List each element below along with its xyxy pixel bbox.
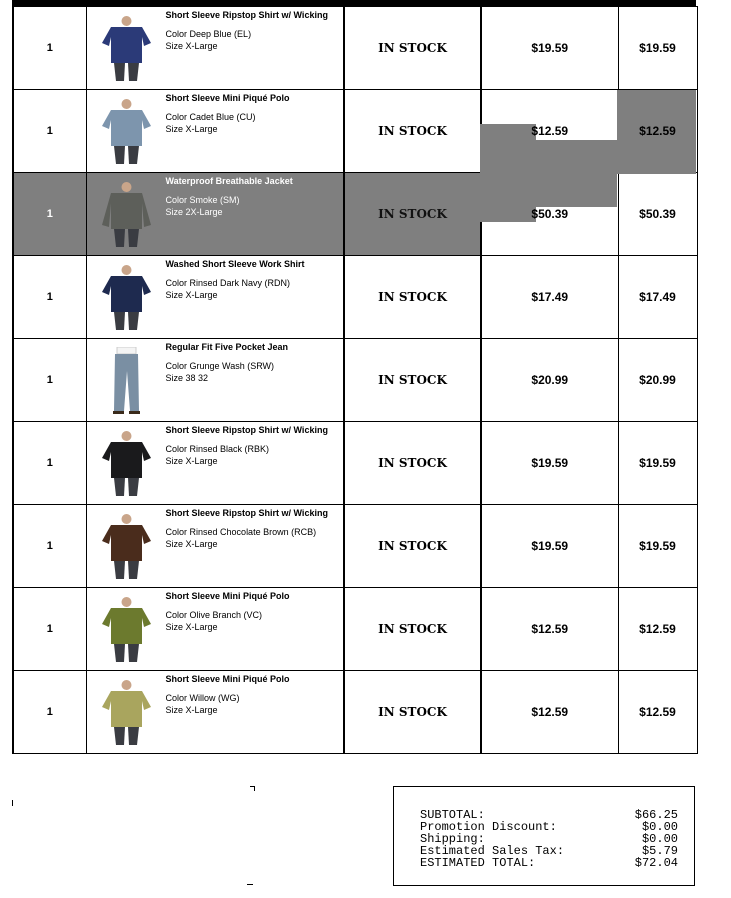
product-image[interactable] xyxy=(99,596,154,664)
total-cell xyxy=(618,339,697,422)
description-cell xyxy=(86,422,344,505)
color-label: Color xyxy=(165,610,188,620)
crop-mark xyxy=(254,786,255,791)
size-label: Size xyxy=(165,290,184,300)
unit-price: $19.59 xyxy=(531,539,569,553)
color-value: Rinsed Dark Navy (RDN) xyxy=(189,278,291,288)
product-size xyxy=(166,538,338,550)
unit-price: $50.39 xyxy=(531,207,569,221)
order-summary xyxy=(393,786,695,886)
table-row xyxy=(13,339,697,422)
total-cell xyxy=(618,422,697,505)
stock-status: IN STOCK xyxy=(378,290,447,304)
product-name[interactable]: Short Sleeve Ripstop Shirt w/ Wicking xyxy=(165,425,328,435)
product-name[interactable]: Waterproof Breathable Jacket xyxy=(165,176,293,186)
tax-value: $5.79 xyxy=(641,844,678,858)
table-row xyxy=(13,7,697,90)
product-color xyxy=(166,277,338,289)
size-label: Size xyxy=(165,456,184,466)
product-size xyxy=(166,289,338,301)
order-items-table xyxy=(12,6,698,754)
product-color xyxy=(166,28,338,40)
quantity: 1 xyxy=(46,291,53,303)
product-image[interactable] xyxy=(99,98,154,166)
product-image[interactable] xyxy=(99,430,154,498)
size-value: X-Large xyxy=(185,290,218,300)
description-cell xyxy=(86,90,344,173)
quantity: 1 xyxy=(46,208,53,220)
availability-cell xyxy=(344,422,481,505)
total-cell xyxy=(618,173,697,256)
product-color xyxy=(166,609,338,621)
product-info xyxy=(166,175,338,218)
product-size xyxy=(166,123,338,135)
stock-status: IN STOCK xyxy=(378,705,447,719)
total-label: ESTIMATED TOTAL: xyxy=(420,856,536,870)
product-color xyxy=(166,443,338,455)
stock-status: IN STOCK xyxy=(378,207,447,221)
product-image[interactable] xyxy=(99,679,154,747)
total-cell xyxy=(618,505,697,588)
size-value: 2X-Large xyxy=(185,207,223,217)
availability-cell xyxy=(344,173,481,256)
availability-cell xyxy=(344,671,481,754)
price-cell xyxy=(481,422,618,505)
quantity: 1 xyxy=(46,457,53,469)
subtotal-label: SUBTOTAL: xyxy=(420,808,485,822)
stock-status: IN STOCK xyxy=(378,373,447,387)
line-total: $19.59 xyxy=(639,41,676,55)
quantity-cell xyxy=(13,671,86,754)
quantity: 1 xyxy=(46,125,53,137)
product-name[interactable]: Short Sleeve Mini Piqué Polo xyxy=(165,674,290,684)
product-color xyxy=(166,194,338,206)
product-color xyxy=(166,111,338,123)
size-label: Size xyxy=(165,373,184,383)
product-name[interactable]: Washed Short Sleeve Work Shirt xyxy=(165,259,305,269)
quantity: 1 xyxy=(46,42,53,54)
unit-price: $17.49 xyxy=(531,290,569,304)
total-cell xyxy=(618,7,697,90)
price-cell xyxy=(481,339,618,422)
description-cell xyxy=(86,256,344,339)
color-value: Deep Blue (EL) xyxy=(189,29,252,39)
product-image[interactable] xyxy=(99,347,154,415)
product-name[interactable]: Short Sleeve Ripstop Shirt w/ Wicking xyxy=(165,508,328,518)
line-total: $19.59 xyxy=(639,456,676,470)
quantity-cell xyxy=(13,505,86,588)
promotion-label: Promotion Discount: xyxy=(420,820,557,834)
unit-price: $20.99 xyxy=(531,373,569,387)
product-color xyxy=(166,360,338,372)
unit-price: $12.59 xyxy=(531,124,569,138)
product-color xyxy=(166,526,338,538)
color-label: Color xyxy=(165,444,188,454)
color-label: Color xyxy=(165,195,188,205)
quantity: 1 xyxy=(46,623,53,635)
quantity-cell xyxy=(13,173,86,256)
product-info xyxy=(166,424,338,467)
description-cell xyxy=(86,588,344,671)
shipping-label: Shipping: xyxy=(420,832,485,846)
selection-highlight xyxy=(480,140,617,174)
line-total: $17.49 xyxy=(639,290,676,304)
color-value: Rinsed Chocolate Brown (RCB) xyxy=(189,527,317,537)
line-total: $12.59 xyxy=(639,622,676,636)
size-label: Size xyxy=(165,124,184,134)
color-label: Color xyxy=(165,527,188,537)
size-value: X-Large xyxy=(185,705,218,715)
subtotal-value: $66.25 xyxy=(634,808,678,822)
stock-status: IN STOCK xyxy=(378,622,447,636)
product-info xyxy=(166,507,338,550)
total-value: $72.04 xyxy=(634,856,678,870)
size-label: Size xyxy=(165,207,184,217)
line-total: $19.59 xyxy=(639,539,676,553)
color-label: Color xyxy=(165,112,188,122)
quantity: 1 xyxy=(46,540,53,552)
availability-cell xyxy=(344,588,481,671)
product-name[interactable]: Regular Fit Five Pocket Jean xyxy=(165,342,289,352)
color-label: Color xyxy=(165,693,188,703)
table-row xyxy=(13,505,697,588)
description-cell xyxy=(86,339,344,422)
unit-price: $19.59 xyxy=(531,456,569,470)
size-label: Size xyxy=(165,539,184,549)
quantity-cell xyxy=(13,7,86,90)
color-value: Grunge Wash (SRW) xyxy=(189,361,275,371)
selection-highlight xyxy=(480,174,617,207)
product-name[interactable]: Short Sleeve Ripstop Shirt w/ Wicking xyxy=(165,10,328,20)
unit-price: $12.59 xyxy=(531,622,569,636)
quantity: 1 xyxy=(46,374,53,386)
unit-price: $12.59 xyxy=(531,705,569,719)
product-name[interactable]: Short Sleeve Mini Piqué Polo xyxy=(165,93,290,103)
line-total: $12.59 xyxy=(639,705,676,719)
product-size xyxy=(166,621,338,633)
product-image[interactable] xyxy=(99,513,154,581)
quantity-cell xyxy=(13,339,86,422)
line-total: $20.99 xyxy=(639,373,676,387)
product-info xyxy=(166,590,338,633)
size-label: Size xyxy=(165,705,184,715)
description-cell xyxy=(86,505,344,588)
product-info xyxy=(166,258,338,301)
quantity-cell xyxy=(13,256,86,339)
size-value: X-Large xyxy=(185,456,218,466)
product-size xyxy=(166,206,338,218)
stock-status: IN STOCK xyxy=(378,456,447,470)
product-info xyxy=(166,673,338,716)
table-row xyxy=(13,671,697,754)
color-value: Smoke (SM) xyxy=(189,195,240,205)
table-row xyxy=(13,256,697,339)
total-cell xyxy=(618,256,697,339)
unit-price: $19.59 xyxy=(531,41,569,55)
shipping-value: $0.00 xyxy=(641,832,678,846)
product-image[interactable] xyxy=(99,181,154,249)
product-color xyxy=(166,692,338,704)
quantity-cell xyxy=(13,588,86,671)
availability-cell xyxy=(344,339,481,422)
line-total: $50.39 xyxy=(639,207,676,221)
product-image[interactable] xyxy=(99,15,154,83)
description-cell xyxy=(86,671,344,754)
promotion-value: $0.00 xyxy=(641,820,678,834)
price-cell xyxy=(481,671,618,754)
product-size xyxy=(166,455,338,467)
quantity-cell xyxy=(13,422,86,505)
size-value: X-Large xyxy=(185,539,218,549)
product-info xyxy=(166,92,338,135)
product-size xyxy=(166,704,338,716)
crop-mark xyxy=(247,884,253,885)
description-cell xyxy=(86,173,344,256)
availability-cell xyxy=(344,256,481,339)
color-value: Willow (WG) xyxy=(189,693,240,703)
selection-highlight xyxy=(480,124,536,140)
total-cell xyxy=(618,671,697,754)
stock-status: IN STOCK xyxy=(378,41,447,55)
stock-status: IN STOCK xyxy=(378,539,447,553)
quantity: 1 xyxy=(46,706,53,718)
product-image[interactable] xyxy=(99,264,154,332)
size-value: X-Large xyxy=(185,41,218,51)
size-value: X-Large xyxy=(185,622,218,632)
availability-cell xyxy=(344,7,481,90)
selection-highlight xyxy=(480,207,536,222)
size-value: X-Large xyxy=(185,124,218,134)
line-total: $12.59 xyxy=(639,124,676,138)
product-info xyxy=(166,9,338,52)
table-row xyxy=(13,588,697,671)
product-name[interactable]: Short Sleeve Mini Piqué Polo xyxy=(165,591,290,601)
quantity-cell xyxy=(13,90,86,173)
product-size xyxy=(166,40,338,52)
price-cell xyxy=(481,505,618,588)
description-cell xyxy=(86,7,344,90)
availability-cell xyxy=(344,505,481,588)
size-label: Size xyxy=(165,622,184,632)
color-label: Color xyxy=(165,278,188,288)
crop-mark xyxy=(12,800,13,806)
color-label: Color xyxy=(165,29,188,39)
color-value: Cadet Blue (CU) xyxy=(189,112,256,122)
product-info xyxy=(166,341,338,384)
size-label: Size xyxy=(165,41,184,51)
availability-cell xyxy=(344,90,481,173)
total-cell xyxy=(618,588,697,671)
price-cell xyxy=(481,256,618,339)
size-value: 38 32 xyxy=(185,373,209,383)
color-value: Rinsed Black (RBK) xyxy=(189,444,270,454)
product-size xyxy=(166,372,338,384)
price-cell xyxy=(481,7,618,90)
tax-label: Estimated Sales Tax: xyxy=(420,844,565,858)
stock-status: IN STOCK xyxy=(378,124,447,138)
table-row xyxy=(13,422,697,505)
price-cell xyxy=(481,588,618,671)
color-value: Olive Branch (VC) xyxy=(189,610,263,620)
color-label: Color xyxy=(165,361,188,371)
